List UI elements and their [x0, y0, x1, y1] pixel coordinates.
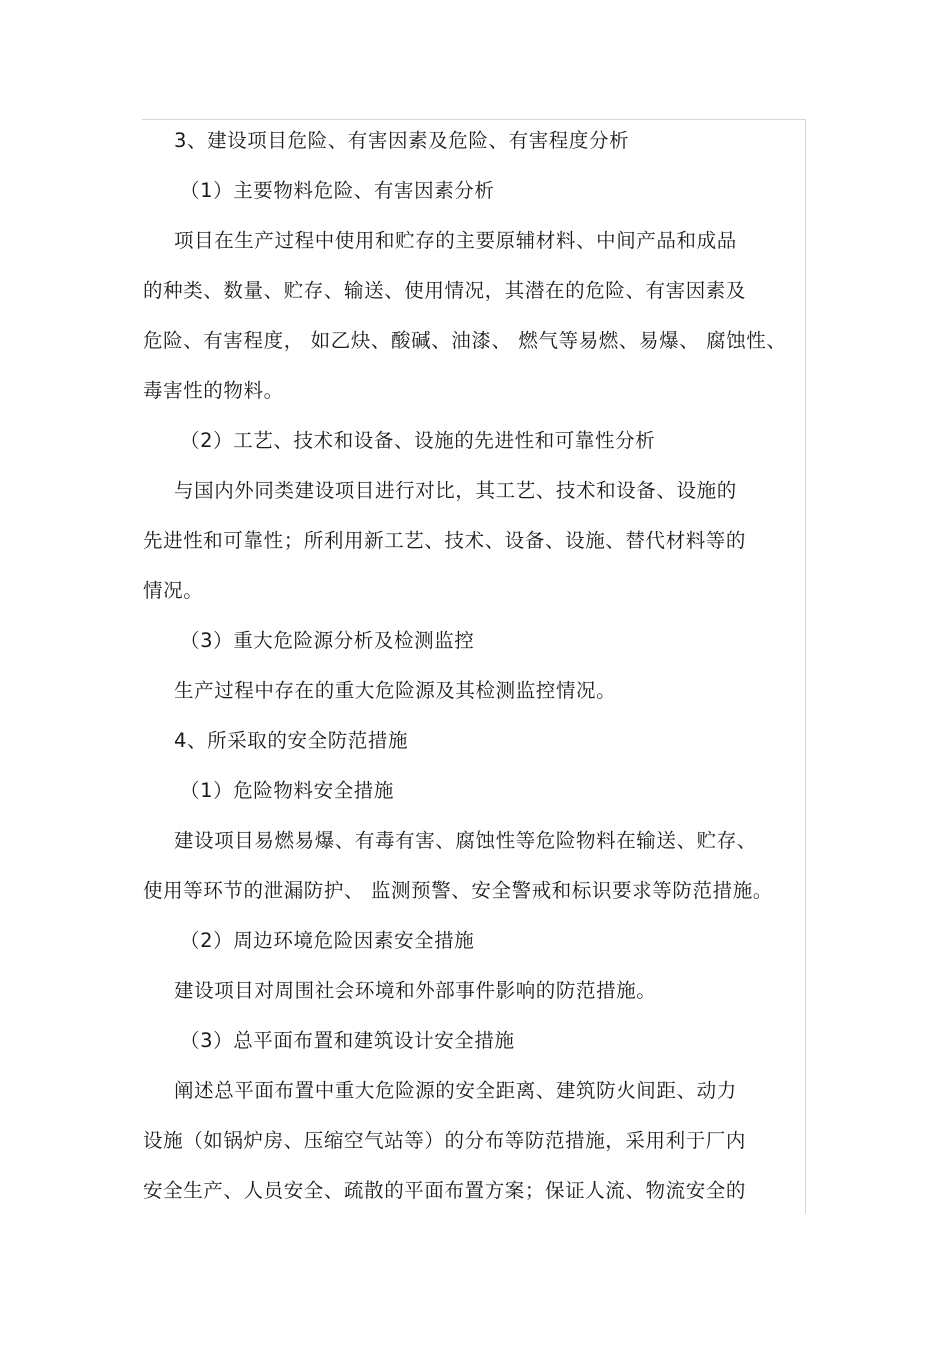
paragraph-line: 阐述总平面布置中重大危险源的安全距离、建筑防火间距、动力	[174, 1079, 737, 1102]
paragraph-line: 危险、有害程度， 如乙炔、酸碱、油漆、 燃气等易燃、易爆、 腐蚀性、	[143, 329, 787, 352]
paragraph-line: 的种类、数量、贮存、输送、使用情况，其潜在的危险、有害因素及	[143, 279, 747, 302]
subheading-4-2: （2）周边环境危险因素安全措施	[180, 929, 475, 952]
paragraph-line: 先进性和可靠性；所利用新工艺、技术、设备、设施、替代材料等的	[143, 529, 747, 552]
paragraph-line: 安全生产、人员安全、疏散的平面布置方案；保证人流、物流安全的	[143, 1179, 747, 1202]
subheading-4-1: （1）危险物料安全措施	[180, 779, 395, 802]
section-heading-3: 3、建设项目危险、有害因素及危险、有害程度分析	[174, 129, 630, 152]
paragraph-line: 设施（如锅炉房、压缩空气站等）的分布等防范措施，采用利于厂内	[143, 1129, 747, 1152]
paragraph-line: 使用等环节的泄漏防护、 监测预警、安全警戒和标识要求等防范措施。	[143, 879, 773, 902]
paragraph-line: 项目在生产过程中使用和贮存的主要原辅材料、中间产品和成品	[174, 229, 737, 252]
paragraph-line: 与国内外同类建设项目进行对比，其工艺、技术和设备、设施的	[174, 479, 737, 502]
section-heading-4: 4、所采取的安全防范措施	[174, 729, 409, 752]
paragraph-line: 生产过程中存在的重大危险源及其检测监控情况。	[174, 679, 617, 702]
subheading-4-3: （3）总平面布置和建筑设计安全措施	[180, 1029, 515, 1052]
subheading-3-2: （2）工艺、技术和设备、设施的先进性和可靠性分析	[180, 429, 656, 452]
paragraph-line: 情况。	[143, 579, 204, 602]
subheading-3-3: （3）重大危险源分析及检测监控	[180, 629, 475, 652]
subheading-3-1: （1）主要物料危险、有害因素分析	[180, 179, 495, 202]
paragraph-line: 建设项目对周围社会环境和外部事件影响的防范措施。	[174, 979, 657, 1002]
paragraph-line: 建设项目易燃易爆、有毒有害、腐蚀性等危险物料在输送、贮存、	[174, 829, 757, 852]
paragraph-line: 毒害性的物料。	[143, 379, 284, 402]
